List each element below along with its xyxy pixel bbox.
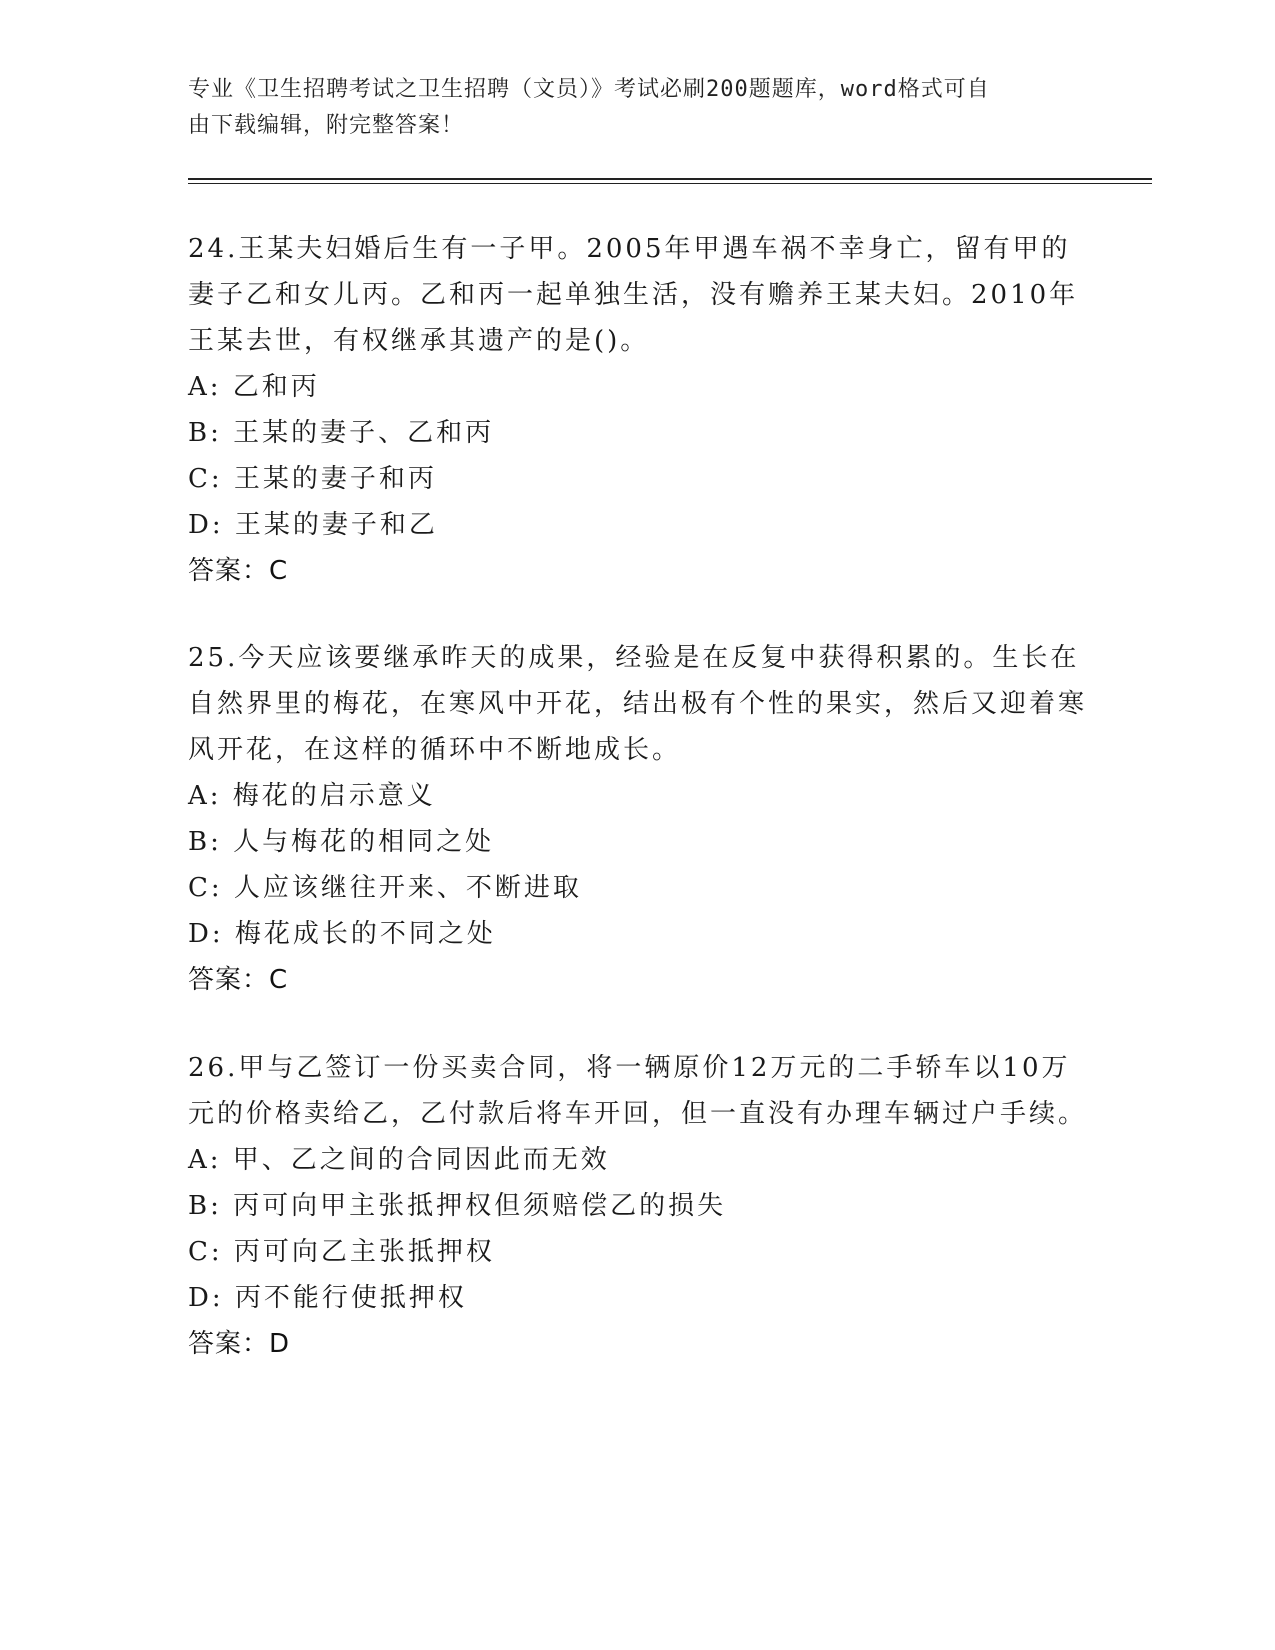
option-list <box>188 773 1088 957</box>
option-c: C: 丙可向乙主张抵押权 <box>188 1237 495 1267</box>
option-a: A: 乙和丙 <box>188 372 320 402</box>
option-a: A: 梅花的启示意义 <box>188 781 436 811</box>
option-c: C: 人应该继往开来、不断进取 <box>188 873 582 903</box>
question-stem: 25.今天应该要继承昨天的成果，经验是在反复中获得积累的。生长在自然界里的梅花，在寒风中开花，结出极有个性的果实，然后又迎着寒风开花，在这样的循环中不断地成长。 <box>188 643 1088 765</box>
option-b: B: 人与梅花的相同之处 <box>188 827 495 857</box>
option-d: D: 梅花成长的不同之处 <box>188 919 496 949</box>
option-b: B: 丙可向甲主张抵押权但须赔偿乙的损失 <box>188 1191 727 1221</box>
header-line-1: 专业《卫生招聘考试之卫生招聘（文员）》考试必刷200题题库，word格式可自 <box>188 77 990 102</box>
answer-line: 答案：C <box>188 965 289 995</box>
option-c: C: 王某的妻子和丙 <box>188 464 437 494</box>
header-line-2: 由下载编辑，附完整答案！ <box>188 113 465 138</box>
answer-line: 答案：D <box>188 1329 291 1359</box>
question-26 <box>188 1045 1088 1367</box>
question-stem: 26.甲与乙签订一份买卖合同，将一辆原价12万元的二手轿车以10万元的价格卖给乙，乙付款后将车开回，但一直没有办理车辆过户手续。 <box>188 1053 1088 1129</box>
option-a: A: 甲、乙之间的合同因此而无效 <box>188 1145 610 1175</box>
question-25 <box>188 635 1088 1003</box>
document-header <box>188 72 1068 144</box>
header-divider-thick <box>188 178 1152 180</box>
answer-line: 答案：C <box>188 556 289 586</box>
option-d: D: 丙不能行使抵押权 <box>188 1283 467 1313</box>
question-24 <box>188 226 1088 594</box>
question-stem: 24.王某夫妇婚后生有一子甲。2005年甲遇车祸不幸身亡，留有甲的妻子乙和女儿丙。乙和丙一起单独生活，没有赡养王某夫妇。2010年王某去世，有权继承其遗产的是()。 <box>188 234 1079 356</box>
option-d: D: 王某的妻子和乙 <box>188 510 438 540</box>
option-list <box>188 1137 1088 1321</box>
option-list <box>188 364 1088 548</box>
header-divider-thin <box>188 183 1152 184</box>
option-b: B: 王某的妻子、乙和丙 <box>188 418 495 448</box>
